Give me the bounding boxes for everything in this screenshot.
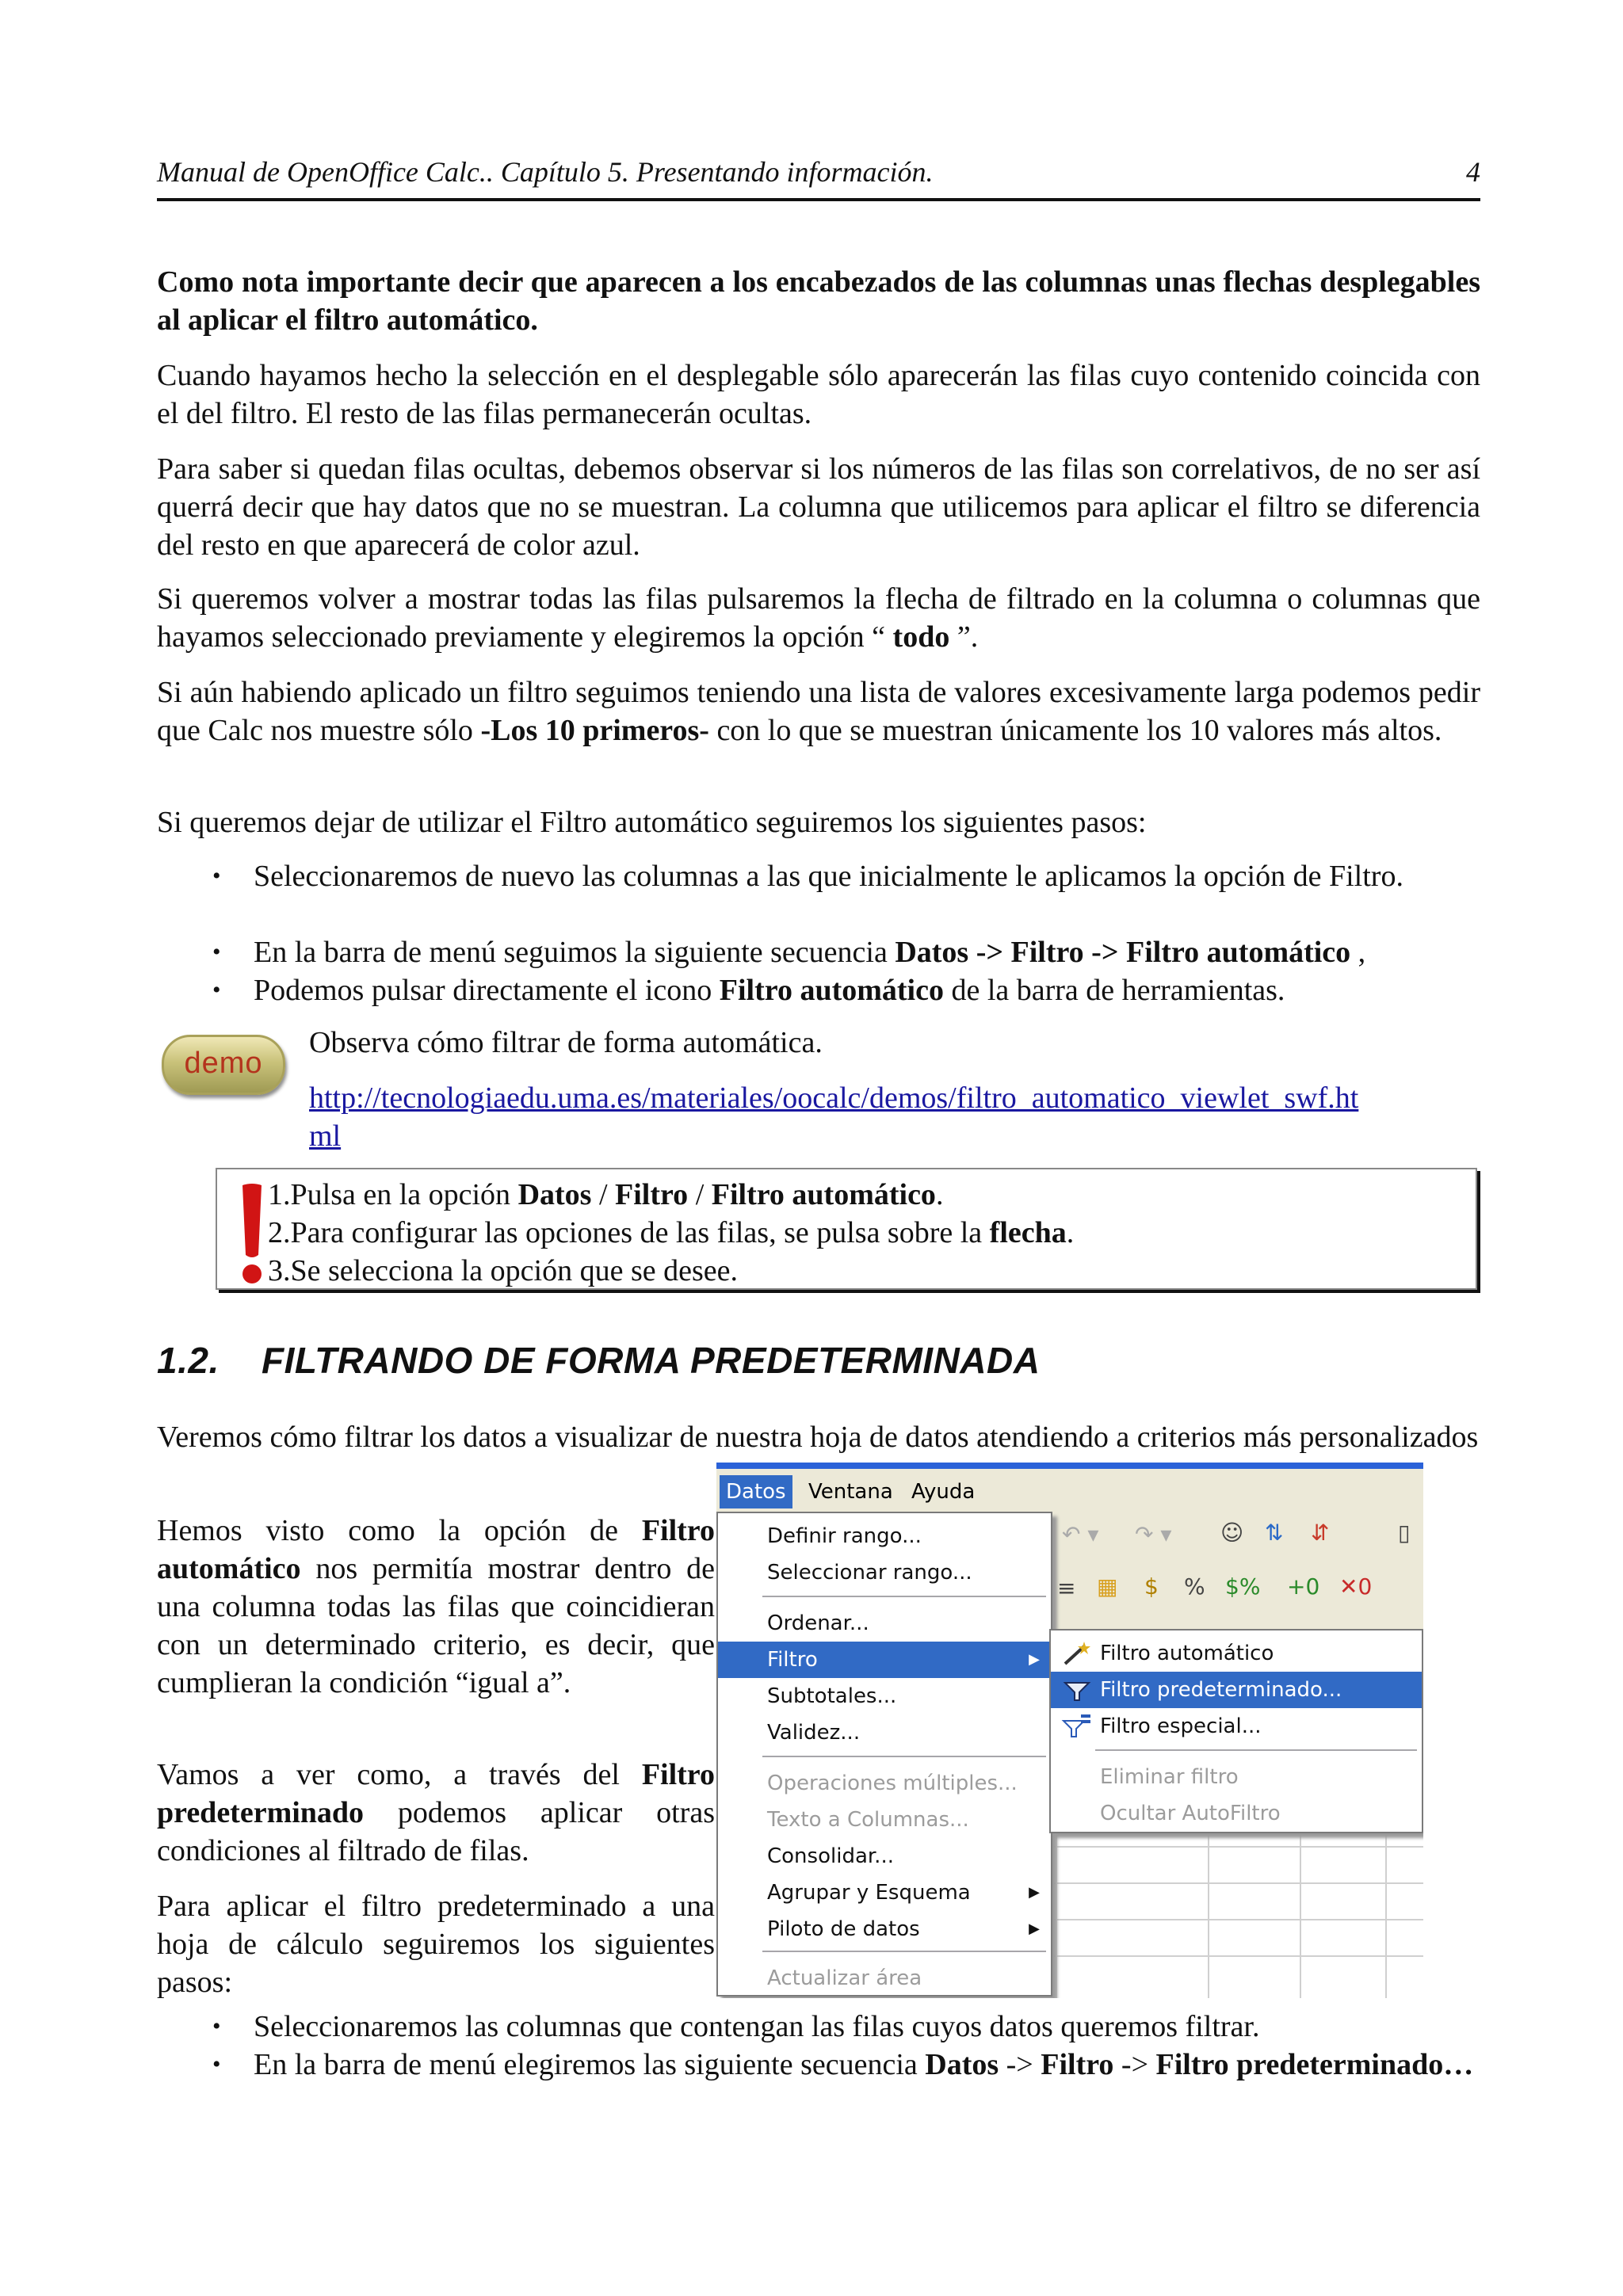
important-note-paragraph: Como nota importante decir que aparecen a los encabezados de las columnas unas flechas desplegables al aplicar el filtro automático. (157, 265, 1480, 337)
filtro-submenu (1049, 1629, 1423, 1833)
menu-item-consolidar[interactable]: Consolidar... (767, 1844, 894, 1868)
paragraph-selection: Cuando hayamos hecho la selección en el desplegable sólo aparecerán las filas cuyo contenido coincida con el del filtro. El resto de las filas permanecerán ocultas. (157, 359, 1480, 430)
menu-bar (716, 1463, 1423, 1518)
page-number: 4 (1466, 156, 1480, 188)
paragraph-custom-criteria: Veremos cómo filtrar los datos a visualizar de nuestra hoja de datos atendiendo a criterios más personalizados (157, 1421, 1479, 1454)
list-item: • Seleccionaremos de nuevo las columnas a las que inicialmente le aplicamos la opción de Filtro. (212, 857, 1480, 895)
sort-descending-icon[interactable]: ⇵ (1311, 1520, 1330, 1546)
menu-item-filtro[interactable]: Filtro ▶ (718, 1642, 1051, 1678)
paragraph-show-all: Si queremos volver a mostrar todas las filas pulsaremos la flecha de filtrado en la columna o columnas que hayamos seleccionado previamente y elegiremos la opción “ todo ”. (157, 582, 1480, 654)
chart-icon[interactable]: ▯ (1398, 1520, 1411, 1546)
section-title: FILTRANDO DE FORMA PREDETERMINADA (262, 1340, 1041, 1381)
list-item: • En la barra de menú elegiremos las siguiente secuencia Datos -> Filtro -> Filtro predeterminado… (212, 2046, 1480, 2084)
paragraph-steps-intro: Si queremos dejar de utilizar el Filtro automático seguiremos los siguientes pasos: (157, 806, 1147, 839)
currency-icon[interactable]: $ (1144, 1573, 1159, 1600)
submenu-item-ocultar-autofiltro: Ocultar AutoFiltro (1100, 1802, 1281, 1825)
submenu-arrow-icon: ▶ (1029, 1651, 1040, 1668)
align-icon[interactable]: ≡ (1057, 1575, 1076, 1601)
menu-ayuda[interactable]: Ayuda (911, 1480, 976, 1504)
menu-item-operaciones-multiples: Operaciones múltiples... (767, 1772, 1018, 1795)
demo-link-line1[interactable]: http://tecnologiaedu.uma.es/materiales/oocalc/demos/filtro_automatico_viewlet_swf.ht (309, 1081, 1359, 1115)
paragraph-hidden-rows: Para saber si quedan filas ocultas, debemos observar si los números de las filas son correlativos, de no ser así querrá decir que hay datos que no se muestran. La columna que utilicemos para aplicar el filtro se diferencia del resto en que aparecerá de color azul. (157, 452, 1480, 562)
menu-ventana[interactable]: Ventana (808, 1480, 893, 1504)
exclamation-icon (238, 1182, 266, 1285)
paragraph-steps: Para aplicar el filtro predeterminado a una hoja de cálculo seguiremos los siguientes pasos: (157, 1890, 715, 1999)
submenu-item-filtro-automatico[interactable]: Filtro automático (1051, 1635, 1422, 1672)
menu-item-seleccionar-rango[interactable]: Seleccionar rango... (767, 1561, 972, 1585)
list-item: • En la barra de menú seguimos la siguiente secuencia Datos -> Filtro -> Filtro automático , (212, 933, 1480, 971)
note-step-1: 1.Pulsa en la opción Datos / Filtro / Filtro automático. (268, 1178, 944, 1211)
demo-badge[interactable]: demo (162, 1035, 285, 1095)
datos-menu (716, 1512, 1052, 1997)
paragraph-top10: Si aún habiendo aplicado un filtro seguimos teniendo una lista de valores excesivamente larga podemos pedir que Calc nos muestre sólo -Los 10 primeros- con lo que se muestran únicamente los 10 valores más altos. (157, 676, 1480, 747)
menu-item-agrupar-esquema[interactable]: Agrupar y Esquema ▶ (718, 1875, 1051, 1911)
menu-item-subtotales[interactable]: Subtotales... (767, 1684, 897, 1708)
navigator-icon[interactable]: ☺ (1220, 1520, 1244, 1546)
list-item: • Seleccionaremos las columnas que contengan las filas cuyos datos queremos filtrar. (212, 2008, 1480, 2046)
number-format-icon[interactable]: $% (1225, 1573, 1261, 1600)
submenu-item-eliminar-filtro: Eliminar filtro (1100, 1765, 1239, 1789)
sort-ascending-icon[interactable]: ⇅ (1265, 1520, 1284, 1546)
menu-item-definir-rango[interactable]: Definir rango... (767, 1524, 922, 1548)
header-title: Manual de OpenOffice Calc.. Capítulo 5. Presentando información. (157, 156, 934, 188)
table-icon[interactable]: ▦ (1097, 1573, 1118, 1600)
demo-link-line2[interactable]: ml (309, 1119, 342, 1153)
submenu-item-filtro-especial[interactable]: Filtro especial... (1051, 1708, 1422, 1745)
delete-decimal-icon[interactable]: ✕0 (1339, 1573, 1373, 1600)
paragraph-autofilter-recap: Hemos visto como la opción de Filtro automático nos permitía mostrar dentro de una columna todas las filas que coincidieran con un determinado criterio, es decir, que cumplieran la condición “igual a”. (157, 1514, 715, 1699)
note-step-2: 2.Para configurar las opciones de las filas, se pulsa sobre la flecha. (268, 1216, 1075, 1249)
redo-icon[interactable]: ↷ ▾ (1135, 1521, 1172, 1547)
funnel-icon (1060, 1676, 1094, 1703)
menu-screenshot (716, 1463, 1423, 1998)
submenu-arrow-icon: ▶ (1029, 1884, 1040, 1901)
demo-link[interactable] (309, 1079, 1482, 1155)
submenu-arrow-icon: ▶ (1029, 1920, 1040, 1937)
add-decimal-icon[interactable]: +0 (1287, 1573, 1320, 1600)
list-item: • Podemos pulsar directamente el icono Filtro automático de la barra de herramientas. (212, 971, 1480, 1009)
autofilter-wand-icon (1060, 1640, 1094, 1667)
undo-icon[interactable]: ↶ ▾ (1062, 1521, 1099, 1547)
section-number: 1.2. (157, 1340, 220, 1381)
percent-icon[interactable]: % (1184, 1573, 1205, 1600)
menu-item-piloto-de-datos[interactable]: Piloto de datos ▶ (718, 1911, 1051, 1947)
menu-datos[interactable]: Datos (720, 1475, 792, 1508)
paragraph-default-filter: Vamos a ver como, a través del Filtro predeterminado podemos aplicar otras condiciones al filtrado de filas. (157, 1758, 715, 1867)
menu-item-texto-a-columnas: Texto a Columnas... (767, 1808, 969, 1832)
note-step-3: 3.Se selecciona la opción que se desee. (268, 1254, 738, 1287)
menu-item-ordenar[interactable]: Ordenar... (767, 1611, 869, 1635)
demo-caption: Observa cómo filtrar de forma automática. (309, 1026, 823, 1059)
submenu-item-filtro-predeterminado[interactable]: Filtro predeterminado... (1051, 1672, 1422, 1708)
special-filter-icon (1060, 1713, 1094, 1740)
menu-item-actualizar-area: Actualizar área (767, 1966, 922, 1990)
page-header (157, 155, 1480, 201)
section-heading (157, 1339, 1040, 1382)
menu-item-validez[interactable]: Validez... (767, 1721, 861, 1745)
